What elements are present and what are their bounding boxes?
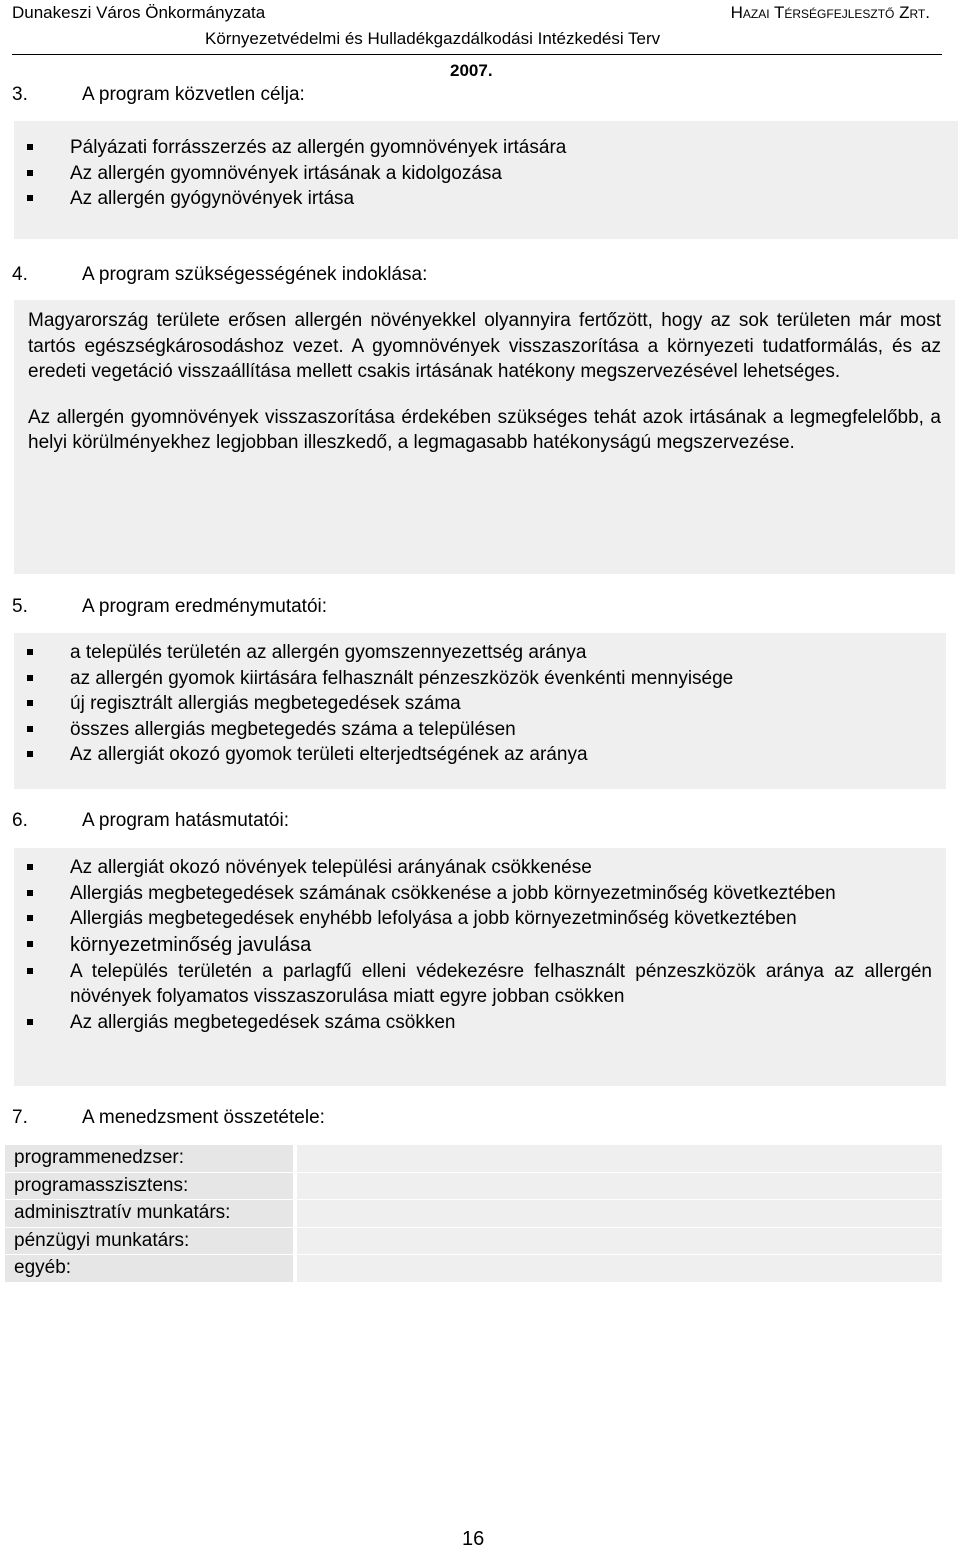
table-row-value	[297, 1227, 942, 1255]
table-row-value	[297, 1172, 942, 1200]
table-row-label: pénzügyi munkatárs:	[5, 1227, 293, 1255]
list-item	[14, 640, 946, 666]
bullet-square-icon	[27, 195, 33, 201]
list-item-text: A település területén a parlagfű elleni védekezésre felhasznált pénzeszközök aránya az allergén növények folyamatos visszaszorulása miatt egyre jobban csökken	[70, 960, 932, 1007]
page-number: 16	[462, 1528, 485, 1550]
section-3-heading	[12, 84, 305, 106]
bullet-square-icon	[27, 726, 33, 732]
list-item-text: Pályázati forrásszerzés az allergén gyomnövények irtására	[70, 137, 567, 158]
section-title: A program eredménymutatói:	[82, 596, 328, 617]
bullet-square-icon	[27, 751, 33, 757]
list-item	[14, 186, 958, 212]
list-item	[14, 959, 932, 1010]
justification-paragraph-2: Az allergén gyomnövények visszaszorítása érdekében szükséges tehát azok irtásának a legmegfelelőbb, a helyi körülményekhez legjobban illeszkedő, a legmagasabb hatékonyságú megszervezése.	[28, 406, 941, 453]
bullet-square-icon	[27, 700, 33, 706]
section-5-heading	[12, 596, 327, 618]
table-row	[5, 1172, 942, 1200]
section-4-heading	[12, 264, 427, 286]
section-title: A program szükségességének indoklása:	[82, 264, 428, 285]
table-row-value	[297, 1255, 942, 1283]
section-number: 4.	[12, 264, 28, 285]
section-title: A program közvetlen célja:	[82, 84, 305, 105]
list-item	[14, 881, 932, 907]
section-number: 6.	[12, 810, 28, 831]
header-organization: Dunakeszi Város Önkormányzata	[12, 3, 266, 22]
bullet-square-icon	[27, 864, 33, 870]
list-item-text: Az allergiás megbetegedések száma csökken	[70, 1011, 456, 1033]
section-5-box	[14, 633, 946, 789]
list-item	[14, 742, 946, 768]
table-row	[5, 1200, 942, 1228]
bullet-square-icon	[27, 890, 33, 896]
list-item-text: Az allergén gyógynövények irtása	[70, 188, 355, 209]
justification-paragraph-1: Magyarország területe erősen allergén növényekkel olyannyira fertőzött, hogy az sok területen már most tartós egészségkárosodáshoz vezet. A gyomnövények visszaszorítása a környezeti tudatformálás, és az eredeti vegetáció visszaállítása mellett csakis irtásának hatékony megszervezésével lehetséges.	[28, 310, 941, 382]
bullet-square-icon	[27, 941, 33, 947]
table-row-value	[297, 1200, 942, 1228]
list-item	[14, 932, 932, 959]
list-item-text: a település területén az allergén gyomszennyezettség aránya	[70, 642, 587, 663]
list-item	[14, 906, 932, 932]
list-item-text: Allergiás megbetegedések számának csökkenése a jobb környezetminőség következtében	[70, 882, 836, 904]
section-6-heading	[12, 810, 289, 832]
bullet-square-icon	[27, 170, 33, 176]
header-year: 2007.	[450, 61, 493, 80]
list-item-text: környezetminőség javulása	[70, 933, 312, 956]
table-row-label: egyéb:	[5, 1255, 293, 1283]
section-7-heading	[12, 1107, 325, 1129]
table-row-label: programasszisztens:	[5, 1172, 293, 1200]
list-item-text: Az allergén gyomnövények irtásának a kidolgozása	[70, 162, 502, 184]
header-company: Hazai Térségfejlesztő Zrt.	[730, 3, 930, 22]
list-item	[14, 717, 946, 743]
list-item	[14, 666, 946, 692]
list-item	[14, 1010, 932, 1036]
section-title: A menedzsment összetétele:	[82, 1107, 325, 1128]
list-item-text: Allergiás megbetegedések enyhébb lefolyása a jobb környezetminőség következtében	[70, 908, 797, 929]
bullet-square-icon	[27, 144, 33, 150]
bullet-square-icon	[27, 1019, 33, 1025]
table-row-value	[297, 1145, 942, 1172]
section-number: 3.	[12, 84, 28, 105]
table-row-label: programmenedzser:	[5, 1145, 293, 1172]
table-row	[5, 1145, 942, 1172]
list-item	[14, 855, 932, 881]
header-document-title: Környezetvédelmi és Hulladékgazdálkodási Intézkedési Terv	[205, 29, 661, 48]
result-indicator-list	[14, 640, 946, 768]
list-item-text: az allergén gyomok kiirtására felhasznált pénzeszközök évenkénti mennyisége	[70, 667, 734, 689]
list-item-text: Az allergiát okozó gyomok területi elterjedtségének az aránya	[70, 744, 588, 765]
table-row	[5, 1255, 942, 1283]
list-item-text: összes allergiás megbetegedés száma a településen	[70, 718, 516, 740]
goal-list	[14, 135, 958, 212]
section-number: 5.	[12, 596, 28, 617]
list-item-text: Az allergiát okozó növények települési arányának csökkenése	[70, 857, 592, 878]
section-6-box	[14, 848, 946, 1086]
list-item	[14, 691, 946, 717]
management-table	[5, 1145, 942, 1283]
list-item	[14, 161, 958, 187]
impact-indicator-list	[14, 855, 932, 1035]
section-4-box	[14, 300, 955, 574]
bullet-square-icon	[27, 968, 33, 974]
section-3-box	[14, 121, 958, 239]
section-title: A program hatásmutatói:	[82, 810, 289, 831]
bullet-square-icon	[27, 915, 33, 921]
section-number: 7.	[12, 1107, 28, 1128]
list-item	[14, 135, 958, 161]
bullet-square-icon	[27, 649, 33, 655]
bullet-square-icon	[27, 675, 33, 681]
table-row-label: adminisztratív munkatárs:	[5, 1200, 293, 1228]
table-row	[5, 1227, 942, 1255]
header-rule	[12, 54, 942, 55]
list-item-text: új regisztrált allergiás megbetegedések száma	[70, 693, 461, 714]
